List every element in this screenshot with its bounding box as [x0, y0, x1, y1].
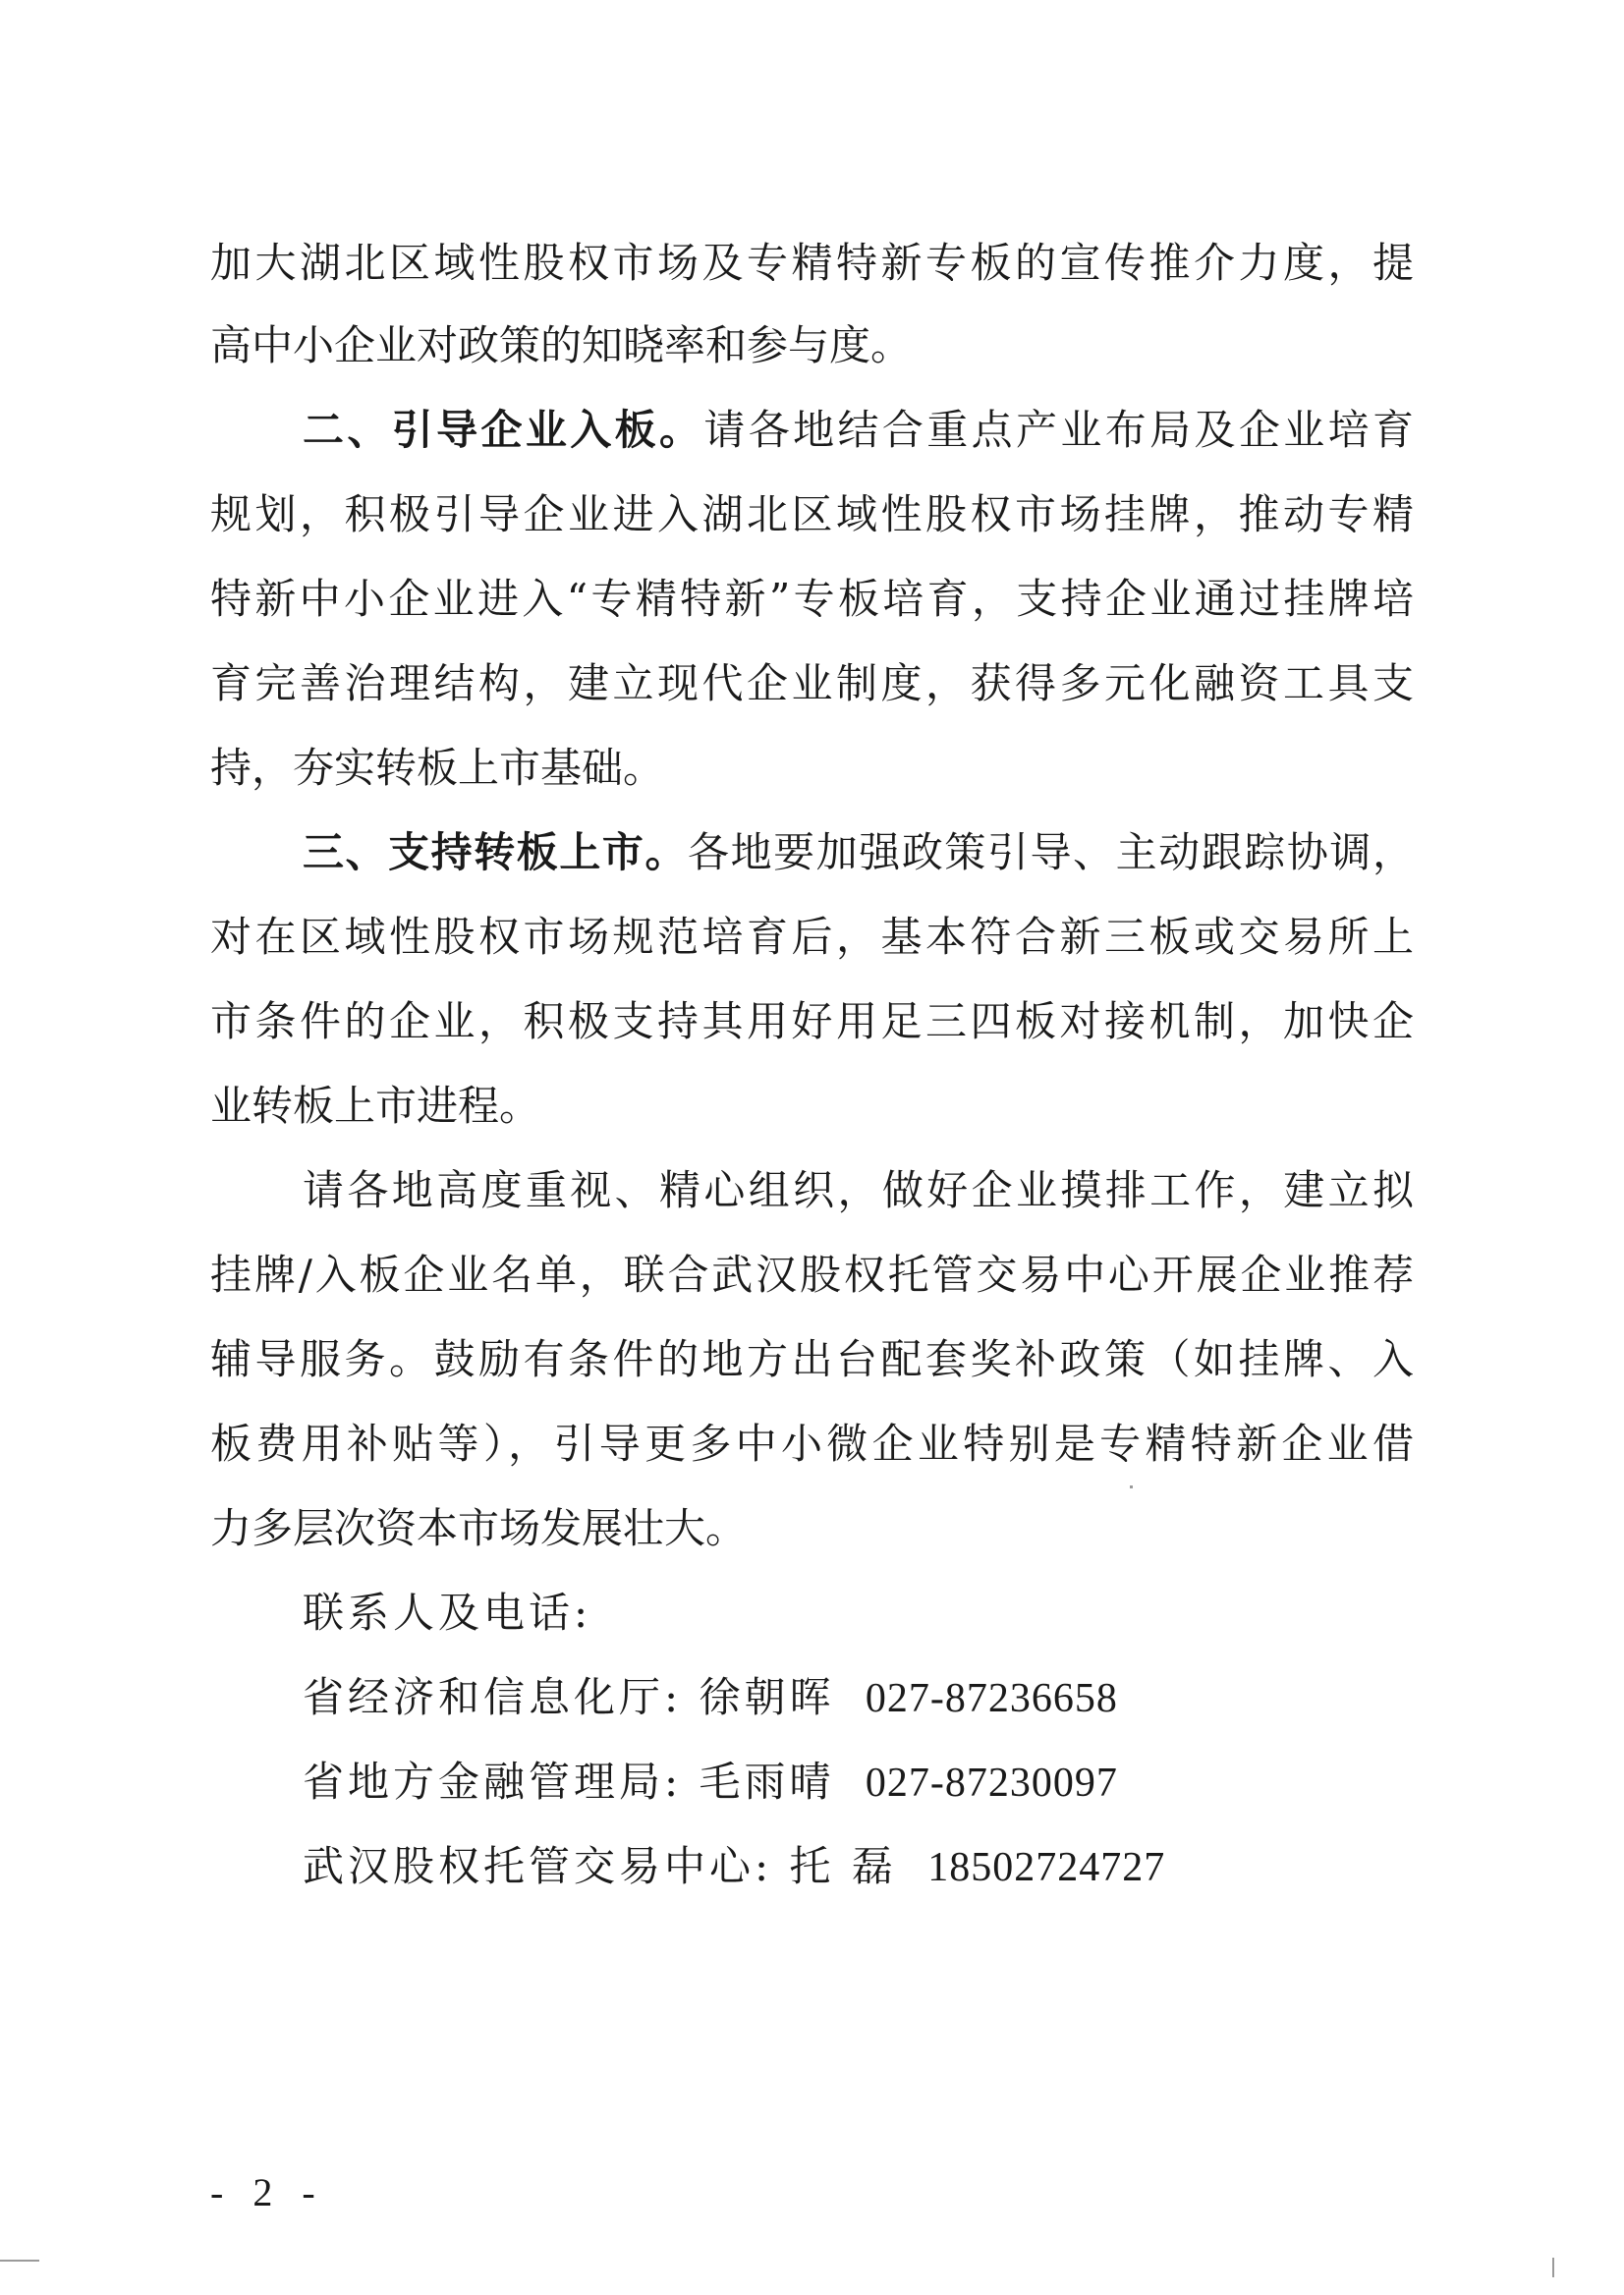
paragraph-line: 对在区域性股权市场规范培育后，基本符合新三板或交易所上 [210, 913, 1414, 961]
contacts-title: 联系人及电话: [303, 1589, 592, 1637]
scan-speck [1130, 1485, 1133, 1488]
contact-row [303, 1839, 1165, 1895]
paragraph-line: 辅导服务。鼓励有条件的地方出台配套奖补政策（如挂牌、入 [210, 1335, 1414, 1383]
section-2-text: 请各地结合重点产业布局及企业培育 [703, 406, 1414, 454]
paragraph-line: 请各地高度重视、精心组织，做好企业摸排工作，建立拟 [303, 1166, 1414, 1214]
paragraph-line: 力多层次资本市场发展壮大。 [210, 1504, 748, 1552]
contact-org: 武汉股权托管交易中心: [303, 1842, 773, 1890]
section-3-heading: 三、支持转板上市。 [303, 828, 689, 876]
paragraph-line: 业转板上市进程。 [210, 1082, 541, 1130]
paragraph-line: 特新中小企业进入“专精特新”专板培育，支持企业通过挂牌培 [210, 575, 1414, 623]
section-3-text: 各地要加强政策引导、主动跟踪协调， [688, 828, 1414, 876]
contact-person: 徐朝晖 [699, 1673, 835, 1721]
scan-edge-mark [0, 2260, 39, 2262]
paragraph-line: 规划，积极引导企业进入湖北区域性股权市场挂牌，推动专精 [210, 490, 1414, 538]
contact-phone: 027-87236658 [865, 1676, 1118, 1721]
paragraph-line: 育完善治理结构，建立现代企业制度，获得多元化融资工具支 [210, 659, 1414, 707]
section-3-first-line [303, 825, 1414, 884]
contact-org: 省地方金融管理局: [303, 1758, 683, 1806]
paragraph-line: 市条件的企业，积极支持其用好用足三四板对接机制，加快企 [210, 997, 1414, 1045]
contact-org: 省经济和信息化厅: [303, 1673, 683, 1721]
contact-person: 毛雨晴 [699, 1758, 835, 1806]
scan-edge-mark [1552, 2258, 1554, 2277]
section-2-heading: 二、引导企业入板。 [303, 406, 704, 454]
contact-phone: 027-87230097 [865, 1761, 1118, 1806]
paragraph-line: 加大湖北区域性股权市场及专精特新专板的宣传推介力度，提 [210, 239, 1414, 287]
paragraph-line: 持，夯实转板上市基础。 [210, 744, 665, 792]
contact-phone: 18502724727 [927, 1845, 1166, 1890]
contact-row [303, 1755, 1118, 1811]
contact-row [303, 1670, 1118, 1726]
paragraph-line: 挂牌/入板企业名单，联合武汉股权托管交易中心开展企业推荐 [210, 1251, 1414, 1299]
contact-person: 托 磊 [789, 1842, 897, 1890]
paragraph-line: 板费用补贴等），引导更多中小微企业特别是专精特新企业借 [210, 1420, 1414, 1468]
section-2-first-line [303, 403, 1414, 462]
paragraph-line: 高中小企业对政策的知晓率和参与度。 [210, 321, 913, 369]
page-number: - 2 - [210, 2170, 325, 2214]
